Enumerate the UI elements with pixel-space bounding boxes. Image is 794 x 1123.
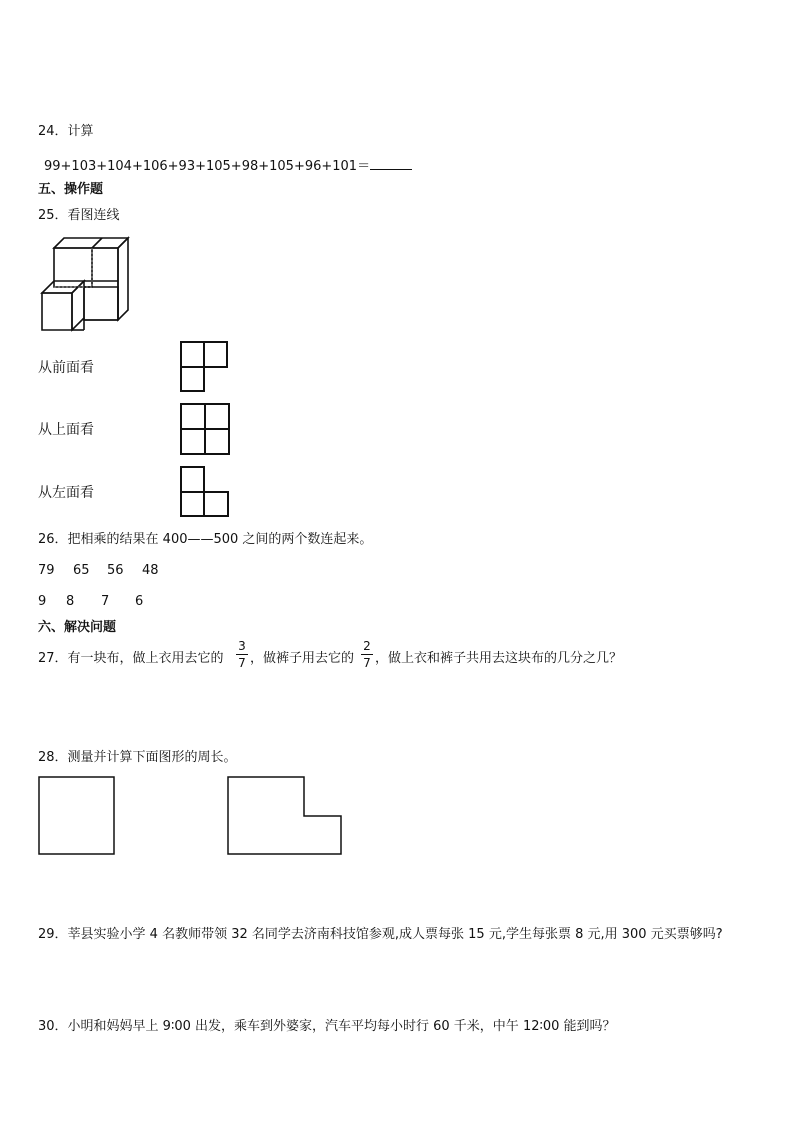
- fraction-bar: [236, 654, 248, 655]
- q26-row2-num-4[interactable]: 6: [135, 594, 144, 609]
- q26-row2-num-1[interactable]: 9: [38, 594, 47, 609]
- q27-frac1-numerator: 3: [238, 639, 246, 653]
- section5-heading: 五、操作题: [38, 182, 104, 197]
- q27-part2: ，做裤子用去它的: [250, 651, 355, 666]
- q27-part3: ，做上衣和裤子共用去这块布的几分之几？: [375, 651, 623, 666]
- q26-row2-num-3[interactable]: 7: [101, 594, 110, 609]
- q28-l-shape-figure: [227, 776, 343, 856]
- fraction-bar: [361, 654, 373, 655]
- q24-expression-line: [44, 157, 412, 175]
- q25-label-front: 从前面看: [38, 360, 94, 376]
- q28-title: 28．测量并计算下面图形的周长。: [38, 750, 237, 765]
- q24-expression: 99+103+104+106+93+105+98+105+96+101＝: [44, 159, 371, 174]
- q25-label-top: 从上面看: [38, 422, 94, 438]
- q27-fraction-pants: [361, 640, 373, 669]
- q25-cube-figure: [38, 236, 132, 332]
- q27-fraction-shirt: [236, 640, 248, 669]
- q27-frac1-denominator: 7: [238, 656, 246, 670]
- q29-title: 29．莘县实验小学 4 名教师带领 32 名同学去济南科技馆参观,成人票每张 15 元,学生每张票 8 元,用 300 元买票够吗?: [38, 927, 723, 942]
- q26-row1-num-2[interactable]: 65: [73, 563, 90, 578]
- q24-answer-blank: [370, 157, 412, 170]
- q27-frac2-numerator: 2: [363, 639, 371, 653]
- q24-title: 24．计算: [38, 124, 94, 139]
- q28-square-figure: [38, 776, 116, 856]
- section6-heading: 六、解决问题: [38, 620, 117, 635]
- q27-part1: 27．有一块布，做上衣用去它的: [38, 651, 224, 666]
- q26-row1-num-4[interactable]: 48: [142, 563, 159, 578]
- q25-view-shape-3: [180, 466, 232, 518]
- q25-label-left: 从左面看: [38, 485, 94, 501]
- q30-title: 30．小明和妈妈早上 9∶00 出发，乘车到外婆家，汽车平均每小时行 60 千米，中午 12∶00 能到吗？: [38, 1019, 616, 1034]
- q27-frac2-denominator: 7: [363, 656, 371, 670]
- q25-view-shape-1: [180, 341, 230, 393]
- q26-title: 26．把相乘的结果在 400——500 之间的两个数连起来。: [38, 532, 373, 547]
- q25-title: 25．看图连线: [38, 208, 120, 223]
- q26-row2-num-2[interactable]: 8: [66, 594, 75, 609]
- q26-row1-num-3[interactable]: 56: [107, 563, 124, 578]
- q25-view-shape-2: [180, 403, 232, 457]
- q26-row1-num-1[interactable]: 79: [38, 563, 55, 578]
